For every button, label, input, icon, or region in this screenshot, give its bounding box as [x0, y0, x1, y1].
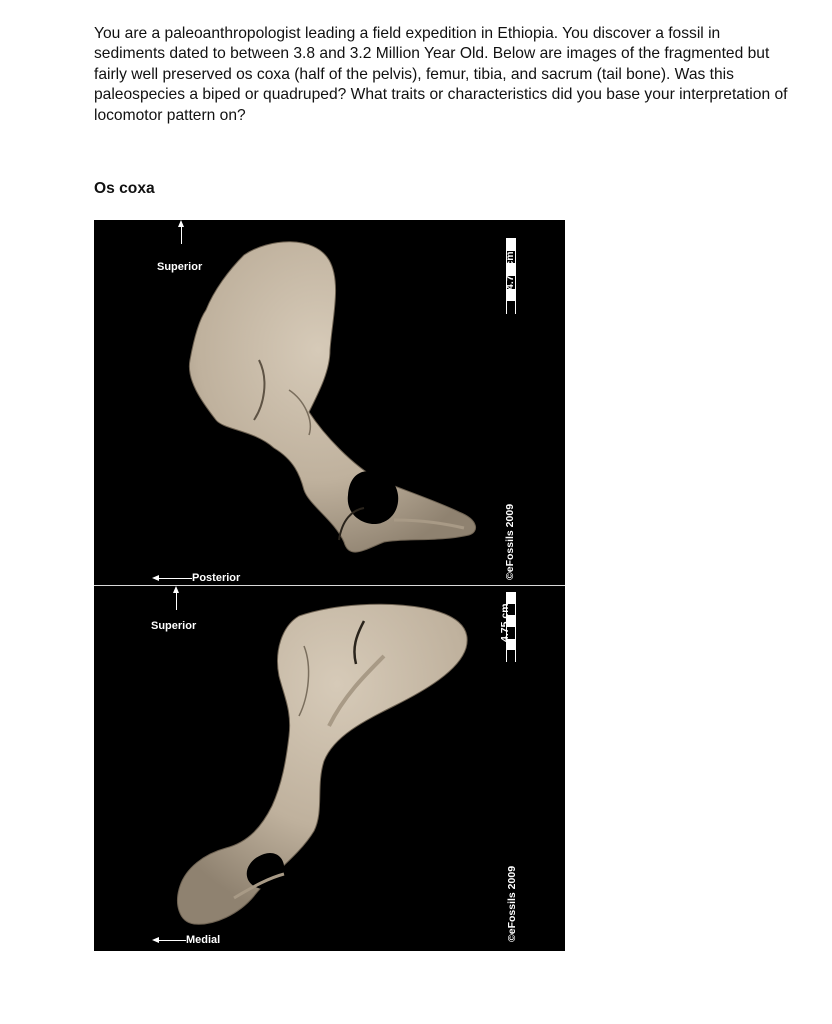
os-coxa-medial-view: [94, 586, 565, 951]
medial-arrow-icon: [158, 940, 186, 941]
label-superior-top: Superior: [157, 261, 203, 273]
label-medial: Medial: [186, 934, 221, 946]
superior-arrow-icon: [181, 226, 182, 244]
question-text: You are a paleoanthropologist leading a field expedition in Ethiopia. You discover a fossil in sediments dated to between 3.8 and 3.2 Million Year Old. Below are images of the fragmented but fairly well preserved os coxa (half of the pelvis), femur, tibia, and sacrum (tail bone). Was this paleospecies a biped or quadruped? What traits or characteristics did you base your interpretation of locomotor pattern on?: [94, 25, 788, 124]
copyright-bottom: ©eFossils 2009: [506, 865, 518, 942]
scale-label-bottom: 4.75 cm: [499, 603, 511, 642]
os-coxa-bone-image-top: [94, 220, 565, 585]
os-coxa-lateral-view: [94, 220, 565, 585]
copyright-top: ©eFossils 2009: [504, 503, 516, 580]
os-coxa-bone-image-bottom: [94, 586, 565, 951]
scale-label-top: 4.75 cm: [504, 251, 516, 290]
label-posterior: Posterior: [192, 572, 241, 584]
section-heading-os-coxa: Os coxa: [94, 180, 155, 197]
posterior-arrow-icon: [158, 578, 192, 579]
os-coxa-figure: [94, 220, 565, 951]
superior-arrow-icon: [176, 592, 177, 610]
label-superior-bottom: Superior: [151, 620, 197, 632]
